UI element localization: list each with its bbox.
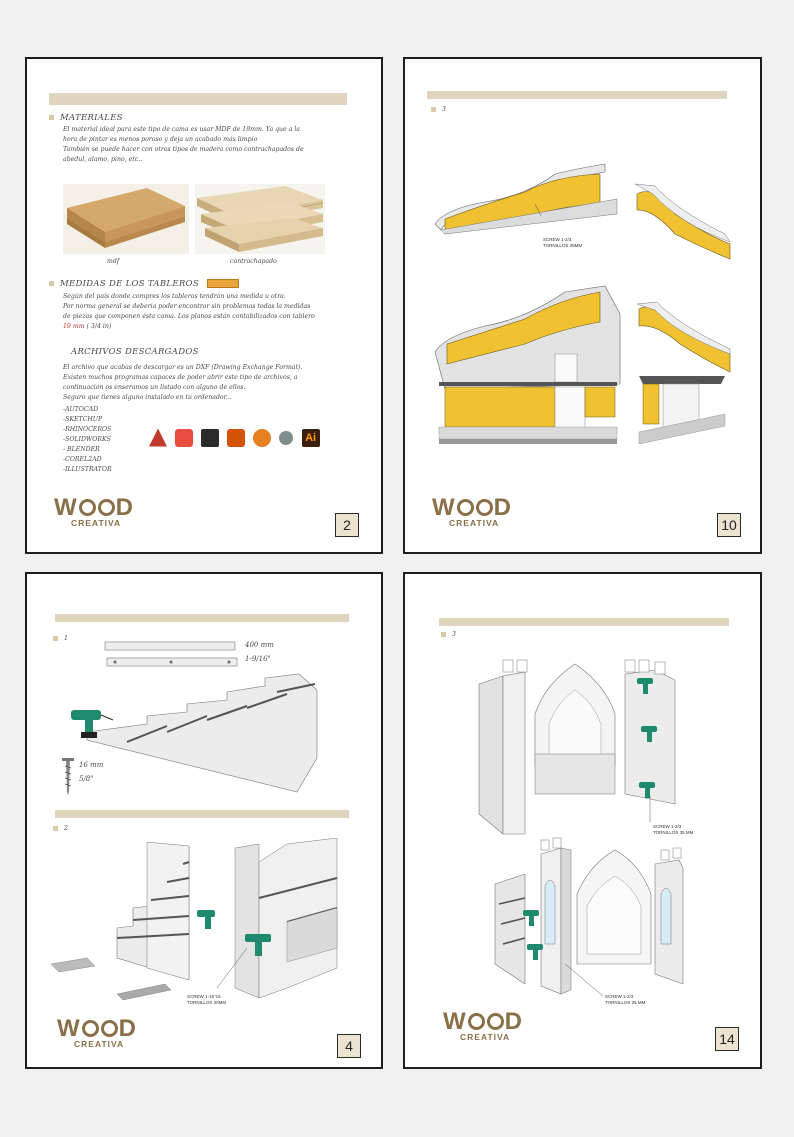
program-list xyxy=(63,405,112,475)
boards-text: Según del país donde compres los tableros tendrán una medida u otra. Por norma general se deberia poder encontrar sin problemas todas la medidas de piezas que componen ésta cama. Los planos están contabilizados con tablero 19 mm ( 3/4 in) xyxy=(63,293,315,330)
plywood-board-image xyxy=(195,184,325,254)
list-item: -AUTOCAD xyxy=(63,406,99,413)
stair-assembly-diagram xyxy=(47,838,347,1008)
svg-text:TORNILLOS 35 MM: TORNILLOS 35 MM xyxy=(653,830,694,835)
page-2 xyxy=(25,57,383,554)
header-bar xyxy=(427,91,727,99)
plywood-label: contrachapado xyxy=(230,258,277,265)
blender-icon xyxy=(253,429,271,447)
software-icons xyxy=(149,427,349,447)
board-swatch xyxy=(207,279,239,288)
assembly-diagram-1 xyxy=(425,114,745,444)
step-number: 3 xyxy=(431,105,446,115)
header-bar-2 xyxy=(55,810,349,818)
header-bar xyxy=(55,614,349,622)
screw-length-imperial: 5/8" xyxy=(79,775,94,783)
list-item: -COREL2AD xyxy=(63,456,102,463)
rhino-icon xyxy=(201,429,219,447)
page-14 xyxy=(403,572,762,1069)
page-number: 4 xyxy=(337,1034,361,1058)
list-item: -RHINOCEROS xyxy=(63,426,112,433)
board-thickness: 19 mm xyxy=(63,323,85,330)
wood-creativa-logo: W D CREATIVA xyxy=(432,494,512,528)
step-number: 1 xyxy=(53,634,68,644)
screw-icon xyxy=(61,756,75,796)
slide-length: 400 mm xyxy=(245,641,274,649)
mdf-label: mdf xyxy=(107,258,120,265)
corel-icon xyxy=(279,431,293,445)
page-4 xyxy=(25,572,383,1069)
step-number: 3 xyxy=(441,630,456,640)
wood-creativa-logo: W D CREATIVA xyxy=(443,1008,523,1042)
solidworks-icon xyxy=(227,429,245,447)
svg-text:SCREW 1-15"16: SCREW 1-15"16 xyxy=(187,994,221,999)
header-bar xyxy=(439,618,729,626)
list-item: -SKETCHUP xyxy=(63,416,103,423)
svg-text:SCREW 1-2/3: SCREW 1-2/3 xyxy=(605,994,634,999)
page-number: 2 xyxy=(335,513,359,537)
list-item: -ILLUSTRATOR xyxy=(63,466,112,473)
header-bar xyxy=(49,93,347,105)
page-number: 10 xyxy=(717,513,741,537)
list-item: - BLENDER xyxy=(63,446,100,453)
wood-creativa-logo: W D CREATIVA xyxy=(57,1015,137,1049)
castle-bed-diagram xyxy=(475,654,695,1014)
drawer-slide-diagram xyxy=(103,640,243,670)
mdf-board-image xyxy=(63,184,189,254)
svg-text:SCREW 1-2/3: SCREW 1-2/3 xyxy=(543,237,572,242)
autocad-icon xyxy=(149,429,167,447)
step-number-2: 2 xyxy=(53,824,68,834)
svg-text:TORNILLOS 35 MM: TORNILLOS 35 MM xyxy=(605,1000,646,1005)
wood-creativa-logo: W D CREATIVA xyxy=(54,494,134,528)
page-10 xyxy=(403,57,762,554)
sketchup-icon xyxy=(175,429,193,447)
illustrator-icon: Ai xyxy=(302,429,320,447)
svg-text:SCREW 1-2/3: SCREW 1-2/3 xyxy=(653,824,682,829)
files-heading: ARCHIVOS DESCARGADOS xyxy=(71,347,199,357)
page-number: 14 xyxy=(715,1027,739,1051)
svg-text:TORNILLOS 30MM: TORNILLOS 30MM xyxy=(187,1000,227,1005)
materials-heading: MATERIALES xyxy=(49,113,123,123)
files-text: El archivo que acabas de descargar es un DXF (Drawing Exchange Format). Existen muchos programas capaces de poder abrir este tipo de archivos, a continuación os enseramos un listado con alguno de ellos. Seguro que tienes alguno instalado en tu ordenador... xyxy=(63,364,303,401)
list-item: -SOLIDWORKS xyxy=(63,436,111,443)
boards-heading: MEDIDAS DE LOS TABLEROS xyxy=(49,279,239,289)
svg-text:TORNILLOS 35MM: TORNILLOS 35MM xyxy=(543,243,583,248)
slide-length-imperial: 1-9/16" xyxy=(245,655,271,663)
materials-text: El material ideal para este tipo de cama es usar MDF de 19mm. Ya que a la hora de pintar es menos poroso y deja un acabado más limpio También se puede hacer con otros tipos de madera como contrachapados de abedul, alamo, pino, etc.. xyxy=(63,126,304,163)
stair-board-diagram xyxy=(67,670,327,800)
screw-length: 16 mm xyxy=(79,761,104,769)
